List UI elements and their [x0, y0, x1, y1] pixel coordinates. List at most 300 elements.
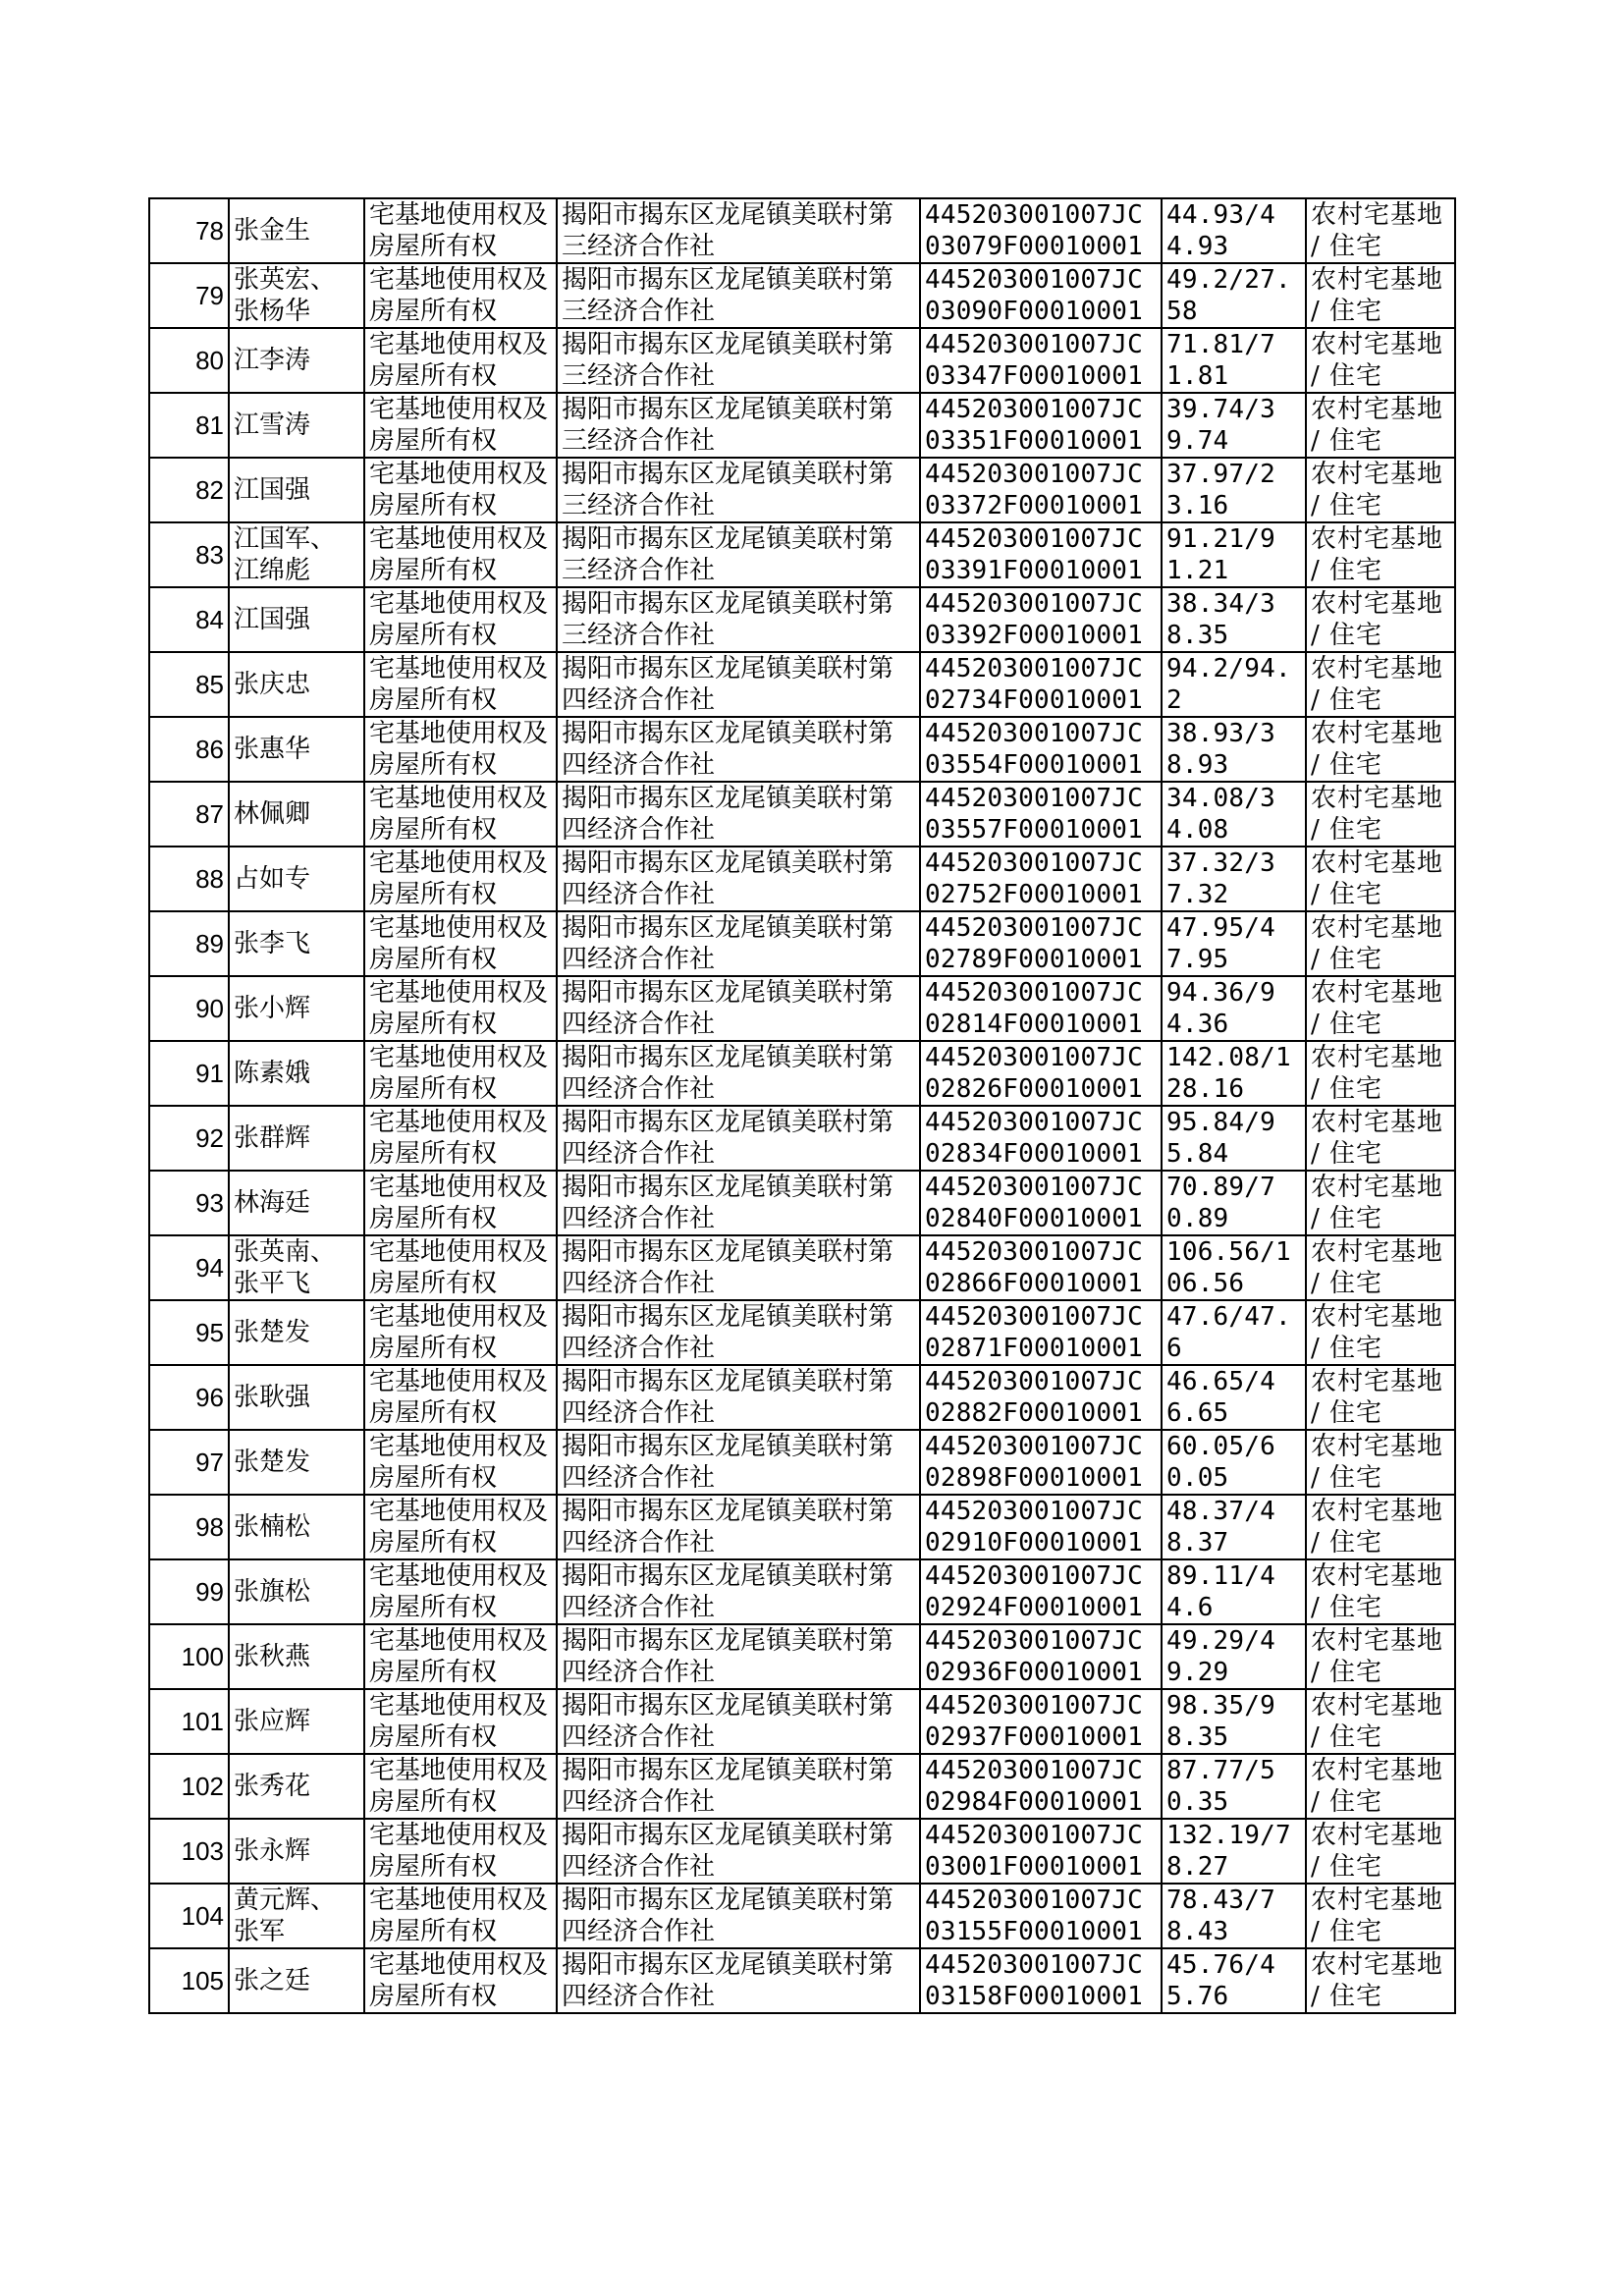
owner-name-cell — [229, 847, 364, 911]
collective-org-cell — [557, 1041, 920, 1106]
area-cell — [1162, 1754, 1306, 1819]
collective-org-cell — [557, 1754, 920, 1819]
type-text: 宅基地使用权及房屋所有权 — [369, 460, 549, 520]
row-number-cell — [149, 782, 229, 847]
area-cell — [1162, 1948, 1306, 2013]
area-cell — [1162, 847, 1306, 911]
collective-org-cell — [557, 782, 920, 847]
type-text: 宅基地使用权及房屋所有权 — [369, 1367, 549, 1428]
unit-code-cell — [920, 1948, 1162, 2013]
land-use-cell — [1306, 717, 1455, 782]
table-body — [149, 198, 1455, 2013]
no-text: 82 — [195, 475, 224, 505]
code-text: 445203001007JC02789F00010001 — [925, 913, 1143, 974]
area-cell — [1162, 522, 1306, 587]
row-number-cell — [149, 1754, 229, 1819]
code-text: 445203001007JC02834F00010001 — [925, 1108, 1143, 1169]
use-text: 农村宅基地 / 住宅 — [1311, 1950, 1444, 2011]
use-text: 农村宅基地 / 住宅 — [1311, 330, 1444, 391]
land-use-cell — [1306, 1754, 1455, 1819]
code-text: 445203001007JC02936F00010001 — [925, 1626, 1143, 1687]
row-number-cell — [149, 1559, 229, 1624]
collective-org-cell — [557, 587, 920, 652]
collective-text: 揭阳市揭东区龙尾镇美联村第四经济合作社 — [562, 913, 894, 974]
right-type-cell — [364, 522, 557, 587]
row-number-cell — [149, 717, 229, 782]
no-text: 98 — [195, 1512, 224, 1542]
code-text: 445203001007JC02882F00010001 — [925, 1367, 1143, 1428]
collective-text: 揭阳市揭东区龙尾镇美联村第三经济合作社 — [562, 460, 894, 520]
land-use-cell — [1306, 1171, 1455, 1235]
collective-org-cell — [557, 522, 920, 587]
row-number-cell — [149, 1819, 229, 1884]
use-text: 农村宅基地 / 住宅 — [1311, 589, 1444, 650]
owner-name-cell — [229, 393, 364, 458]
land-use-cell — [1306, 782, 1455, 847]
owner-name-cell — [229, 263, 364, 328]
row-number-cell — [149, 458, 229, 522]
collective-text: 揭阳市揭东区龙尾镇美联村第三经济合作社 — [562, 330, 894, 391]
area-text: 87.77/50.35 — [1166, 1756, 1275, 1817]
collective-org-cell — [557, 1884, 920, 1948]
code-text: 445203001007JC03391F00010001 — [925, 524, 1143, 585]
use-text: 农村宅基地 / 住宅 — [1311, 1561, 1444, 1622]
area-cell — [1162, 1819, 1306, 1884]
owner-name-cell — [229, 976, 364, 1041]
owner-name-cell — [229, 1884, 364, 1948]
use-text: 农村宅基地 / 住宅 — [1311, 1302, 1444, 1363]
row-number-cell — [149, 522, 229, 587]
unit-code-cell — [920, 393, 1162, 458]
owner-name-cell — [229, 1235, 364, 1300]
name-text: 张楠松 — [234, 1512, 311, 1542]
code-text: 445203001007JC02898F00010001 — [925, 1432, 1143, 1493]
collective-text: 揭阳市揭东区龙尾镇美联村第三经济合作社 — [562, 524, 894, 585]
right-type-cell — [364, 1689, 557, 1754]
name-text: 陈素娥 — [234, 1059, 311, 1088]
type-text: 宅基地使用权及房屋所有权 — [369, 1756, 549, 1817]
collective-text: 揭阳市揭东区龙尾镇美联村第四经济合作社 — [562, 1756, 894, 1817]
row-number-cell — [149, 393, 229, 458]
area-cell — [1162, 1300, 1306, 1365]
no-text: 83 — [195, 540, 224, 570]
code-text: 445203001007JC03090F00010001 — [925, 265, 1143, 326]
area-text: 49.2/27.58 — [1166, 265, 1291, 326]
name-text: 张英宏、张杨华 — [234, 265, 337, 326]
type-text: 宅基地使用权及房屋所有权 — [369, 524, 549, 585]
use-text: 农村宅基地 / 住宅 — [1311, 719, 1444, 780]
unit-code-cell — [920, 1041, 1162, 1106]
code-text: 445203001007JC03079F00010001 — [925, 200, 1143, 261]
right-type-cell — [364, 1948, 557, 2013]
right-type-cell — [364, 717, 557, 782]
area-text: 106.56/106.56 — [1166, 1237, 1291, 1298]
right-type-cell — [364, 198, 557, 263]
area-cell — [1162, 263, 1306, 328]
unit-code-cell — [920, 1235, 1162, 1300]
area-text: 91.21/91.21 — [1166, 524, 1275, 585]
collective-text: 揭阳市揭东区龙尾镇美联村第三经济合作社 — [562, 200, 894, 261]
collective-org-cell — [557, 458, 920, 522]
land-use-cell — [1306, 1106, 1455, 1171]
unit-code-cell — [920, 198, 1162, 263]
area-text: 46.65/46.65 — [1166, 1367, 1275, 1428]
code-text: 445203001007JC02826F00010001 — [925, 1043, 1143, 1104]
collective-text: 揭阳市揭东区龙尾镇美联村第三经济合作社 — [562, 395, 894, 456]
name-text: 张小辉 — [234, 994, 311, 1023]
right-type-cell — [364, 1430, 557, 1495]
property-register-table — [148, 197, 1456, 2014]
unit-code-cell — [920, 847, 1162, 911]
type-text: 宅基地使用权及房屋所有权 — [369, 654, 549, 715]
land-use-cell — [1306, 1041, 1455, 1106]
owner-name-cell — [229, 1948, 364, 2013]
area-cell — [1162, 198, 1306, 263]
owner-name-cell — [229, 1754, 364, 1819]
name-text: 林海廷 — [234, 1188, 311, 1218]
collective-org-cell — [557, 1235, 920, 1300]
no-text: 89 — [195, 929, 224, 958]
collective-text: 揭阳市揭东区龙尾镇美联村第四经济合作社 — [562, 1626, 894, 1687]
row-number-cell — [149, 263, 229, 328]
name-text: 张群辉 — [234, 1123, 311, 1153]
no-text: 79 — [195, 281, 224, 310]
use-text: 农村宅基地 / 住宅 — [1311, 848, 1444, 909]
type-text: 宅基地使用权及房屋所有权 — [369, 1626, 549, 1687]
area-text: 37.97/23.16 — [1166, 460, 1275, 520]
land-use-cell — [1306, 1430, 1455, 1495]
collective-org-cell — [557, 1819, 920, 1884]
table-row — [149, 522, 1455, 587]
right-type-cell — [364, 1365, 557, 1430]
area-cell — [1162, 1171, 1306, 1235]
use-text: 农村宅基地 / 住宅 — [1311, 265, 1444, 326]
right-type-cell — [364, 1106, 557, 1171]
type-text: 宅基地使用权及房屋所有权 — [369, 1108, 549, 1169]
table-row — [149, 717, 1455, 782]
area-text: 34.08/34.08 — [1166, 784, 1275, 845]
row-number-cell — [149, 1365, 229, 1430]
collective-text: 揭阳市揭东区龙尾镇美联村第四经济合作社 — [562, 848, 894, 909]
area-cell — [1162, 976, 1306, 1041]
collective-org-cell — [557, 263, 920, 328]
name-text: 张之廷 — [234, 1966, 311, 1995]
name-text: 张旗松 — [234, 1577, 311, 1607]
no-text: 104 — [181, 1901, 224, 1931]
no-text: 95 — [195, 1318, 224, 1347]
area-text: 95.84/95.84 — [1166, 1108, 1275, 1169]
area-cell — [1162, 1495, 1306, 1559]
area-cell — [1162, 1106, 1306, 1171]
name-text: 张金生 — [234, 216, 311, 246]
collective-org-cell — [557, 1689, 920, 1754]
area-cell — [1162, 652, 1306, 717]
owner-name-cell — [229, 717, 364, 782]
land-use-cell — [1306, 1819, 1455, 1884]
use-text: 农村宅基地 / 住宅 — [1311, 524, 1444, 585]
right-type-cell — [364, 328, 557, 393]
collective-text: 揭阳市揭东区龙尾镇美联村第四经济合作社 — [562, 1821, 894, 1882]
collective-text: 揭阳市揭东区龙尾镇美联村第四经济合作社 — [562, 784, 894, 845]
area-text: 47.6/47.6 — [1166, 1302, 1291, 1363]
area-text: 70.89/70.89 — [1166, 1173, 1275, 1233]
type-text: 宅基地使用权及房屋所有权 — [369, 784, 549, 845]
area-text: 45.76/45.76 — [1166, 1950, 1275, 2011]
collective-org-cell — [557, 847, 920, 911]
right-type-cell — [364, 911, 557, 976]
owner-name-cell — [229, 1365, 364, 1430]
name-text: 占如专 — [234, 864, 311, 894]
unit-code-cell — [920, 1495, 1162, 1559]
use-text: 农村宅基地 / 住宅 — [1311, 913, 1444, 974]
type-text: 宅基地使用权及房屋所有权 — [369, 1950, 549, 2011]
unit-code-cell — [920, 1559, 1162, 1624]
collective-org-cell — [557, 1365, 920, 1430]
unit-code-cell — [920, 1754, 1162, 1819]
row-number-cell — [149, 1235, 229, 1300]
row-number-cell — [149, 1689, 229, 1754]
type-text: 宅基地使用权及房屋所有权 — [369, 848, 549, 909]
code-text: 445203001007JC03557F00010001 — [925, 784, 1143, 845]
no-text: 100 — [181, 1642, 224, 1671]
right-type-cell — [364, 1754, 557, 1819]
table-row — [149, 1041, 1455, 1106]
use-text: 农村宅基地 / 住宅 — [1311, 1043, 1444, 1104]
land-use-cell — [1306, 911, 1455, 976]
area-cell — [1162, 587, 1306, 652]
land-use-cell — [1306, 1884, 1455, 1948]
collective-text: 揭阳市揭东区龙尾镇美联村第四经济合作社 — [562, 1173, 894, 1233]
row-number-cell — [149, 1171, 229, 1235]
owner-name-cell — [229, 587, 364, 652]
collective-text: 揭阳市揭东区龙尾镇美联村第四经济合作社 — [562, 1237, 894, 1298]
row-number-cell — [149, 847, 229, 911]
name-text: 江国军、江绵彪 — [234, 524, 337, 585]
no-text: 97 — [195, 1448, 224, 1477]
row-number-cell — [149, 198, 229, 263]
table-row — [149, 976, 1455, 1041]
code-text: 445203001007JC03554F00010001 — [925, 719, 1143, 780]
area-text: 44.93/44.93 — [1166, 200, 1275, 261]
right-type-cell — [364, 1041, 557, 1106]
use-text: 农村宅基地 / 住宅 — [1311, 1885, 1444, 1946]
table-row — [149, 1819, 1455, 1884]
name-text: 江李涛 — [234, 346, 311, 375]
use-text: 农村宅基地 / 住宅 — [1311, 200, 1444, 261]
no-text: 84 — [195, 605, 224, 634]
area-cell — [1162, 1365, 1306, 1430]
unit-code-cell — [920, 458, 1162, 522]
table-row — [149, 1624, 1455, 1689]
name-text: 张秋燕 — [234, 1642, 311, 1671]
land-use-cell — [1306, 1235, 1455, 1300]
owner-name-cell — [229, 1624, 364, 1689]
collective-text: 揭阳市揭东区龙尾镇美联村第四经济合作社 — [562, 1950, 894, 2011]
right-type-cell — [364, 458, 557, 522]
unit-code-cell — [920, 328, 1162, 393]
row-number-cell — [149, 1106, 229, 1171]
owner-name-cell — [229, 1689, 364, 1754]
no-text: 90 — [195, 994, 224, 1023]
no-text: 93 — [195, 1188, 224, 1218]
code-text: 445203001007JC03155F00010001 — [925, 1885, 1143, 1946]
collective-org-cell — [557, 911, 920, 976]
right-type-cell — [364, 1624, 557, 1689]
table-row — [149, 1559, 1455, 1624]
area-text: 71.81/71.81 — [1166, 330, 1275, 391]
code-text: 445203001007JC03392F00010001 — [925, 589, 1143, 650]
table-row — [149, 1495, 1455, 1559]
owner-name-cell — [229, 328, 364, 393]
type-text: 宅基地使用权及房屋所有权 — [369, 1821, 549, 1882]
unit-code-cell — [920, 976, 1162, 1041]
land-use-cell — [1306, 847, 1455, 911]
name-text: 黄元辉、张军 — [234, 1885, 337, 1946]
type-text: 宅基地使用权及房屋所有权 — [369, 330, 549, 391]
right-type-cell — [364, 263, 557, 328]
name-text: 张庆忠 — [234, 670, 311, 699]
owner-name-cell — [229, 1559, 364, 1624]
area-cell — [1162, 1041, 1306, 1106]
table-row — [149, 1106, 1455, 1171]
type-text: 宅基地使用权及房屋所有权 — [369, 978, 549, 1039]
table-row — [149, 1689, 1455, 1754]
collective-org-cell — [557, 1624, 920, 1689]
unit-code-cell — [920, 1171, 1162, 1235]
type-text: 宅基地使用权及房屋所有权 — [369, 265, 549, 326]
collective-org-cell — [557, 328, 920, 393]
use-text: 农村宅基地 / 住宅 — [1311, 395, 1444, 456]
table-row — [149, 1948, 1455, 2013]
no-text: 96 — [195, 1383, 224, 1412]
no-text: 105 — [181, 1966, 224, 1995]
no-text: 101 — [181, 1707, 224, 1736]
type-text: 宅基地使用权及房屋所有权 — [369, 1237, 549, 1298]
area-text: 60.05/60.05 — [1166, 1432, 1275, 1493]
area-cell — [1162, 1235, 1306, 1300]
use-text: 农村宅基地 / 住宅 — [1311, 1626, 1444, 1687]
unit-code-cell — [920, 1430, 1162, 1495]
area-cell — [1162, 393, 1306, 458]
owner-name-cell — [229, 1106, 364, 1171]
area-text: 94.2/94.2 — [1166, 654, 1291, 715]
row-number-cell — [149, 587, 229, 652]
right-type-cell — [364, 976, 557, 1041]
type-text: 宅基地使用权及房屋所有权 — [369, 1173, 549, 1233]
area-cell — [1162, 458, 1306, 522]
collective-text: 揭阳市揭东区龙尾镇美联村第四经济合作社 — [562, 1561, 894, 1622]
unit-code-cell — [920, 1365, 1162, 1430]
collective-text: 揭阳市揭东区龙尾镇美联村第四经济合作社 — [562, 1367, 894, 1428]
type-text: 宅基地使用权及房屋所有权 — [369, 200, 549, 261]
land-use-cell — [1306, 976, 1455, 1041]
area-cell — [1162, 1884, 1306, 1948]
code-text: 445203001007JC02734F00010001 — [925, 654, 1143, 715]
name-text: 张永辉 — [234, 1836, 311, 1866]
land-use-cell — [1306, 1624, 1455, 1689]
area-text: 98.35/98.35 — [1166, 1691, 1275, 1752]
name-text: 林佩卿 — [234, 799, 311, 829]
land-use-cell — [1306, 263, 1455, 328]
type-text: 宅基地使用权及房屋所有权 — [369, 1497, 549, 1557]
unit-code-cell — [920, 1819, 1162, 1884]
name-text: 张楚发 — [234, 1448, 311, 1477]
unit-code-cell — [920, 522, 1162, 587]
land-use-cell — [1306, 587, 1455, 652]
land-use-cell — [1306, 1948, 1455, 2013]
use-text: 农村宅基地 / 住宅 — [1311, 1108, 1444, 1169]
table-row — [149, 782, 1455, 847]
collective-text: 揭阳市揭东区龙尾镇美联村第四经济合作社 — [562, 978, 894, 1039]
collective-org-cell — [557, 1106, 920, 1171]
collective-org-cell — [557, 1300, 920, 1365]
unit-code-cell — [920, 1689, 1162, 1754]
collective-org-cell — [557, 198, 920, 263]
type-text: 宅基地使用权及房屋所有权 — [369, 1885, 549, 1946]
code-text: 445203001007JC02984F00010001 — [925, 1756, 1143, 1817]
land-use-cell — [1306, 522, 1455, 587]
right-type-cell — [364, 1559, 557, 1624]
type-text: 宅基地使用权及房屋所有权 — [369, 1432, 549, 1493]
no-text: 81 — [195, 410, 224, 440]
unit-code-cell — [920, 652, 1162, 717]
no-text: 92 — [195, 1123, 224, 1153]
collective-text: 揭阳市揭东区龙尾镇美联村第四经济合作社 — [562, 1432, 894, 1493]
owner-name-cell — [229, 1495, 364, 1559]
land-use-cell — [1306, 328, 1455, 393]
code-text: 445203001007JC03158F00010001 — [925, 1950, 1143, 2011]
name-text: 张惠华 — [234, 735, 311, 764]
owner-name-cell — [229, 1041, 364, 1106]
owner-name-cell — [229, 1171, 364, 1235]
area-text: 47.95/47.95 — [1166, 913, 1275, 974]
collective-text: 揭阳市揭东区龙尾镇美联村第三经济合作社 — [562, 265, 894, 326]
collective-text: 揭阳市揭东区龙尾镇美联村第四经济合作社 — [562, 1302, 894, 1363]
right-type-cell — [364, 782, 557, 847]
collective-text: 揭阳市揭东区龙尾镇美联村第四经济合作社 — [562, 1108, 894, 1169]
use-text: 农村宅基地 / 住宅 — [1311, 978, 1444, 1039]
code-text: 445203001007JC02752F00010001 — [925, 848, 1143, 909]
area-text: 89.11/44.6 — [1166, 1561, 1275, 1622]
no-text: 102 — [181, 1772, 224, 1801]
owner-name-cell — [229, 652, 364, 717]
code-text: 445203001007JC02924F00010001 — [925, 1561, 1143, 1622]
owner-name-cell — [229, 1430, 364, 1495]
collective-text: 揭阳市揭东区龙尾镇美联村第四经济合作社 — [562, 1885, 894, 1946]
no-text: 88 — [195, 864, 224, 894]
code-text: 445203001007JC02866F00010001 — [925, 1237, 1143, 1298]
land-use-cell — [1306, 458, 1455, 522]
area-cell — [1162, 1689, 1306, 1754]
area-text: 37.32/37.32 — [1166, 848, 1275, 909]
use-text: 农村宅基地 / 住宅 — [1311, 784, 1444, 845]
unit-code-cell — [920, 263, 1162, 328]
unit-code-cell — [920, 717, 1162, 782]
use-text: 农村宅基地 / 住宅 — [1311, 1821, 1444, 1882]
no-text: 91 — [195, 1059, 224, 1088]
land-use-cell — [1306, 1365, 1455, 1430]
no-text: 78 — [195, 216, 224, 246]
collective-org-cell — [557, 1495, 920, 1559]
code-text: 445203001007JC02937F00010001 — [925, 1691, 1143, 1752]
owner-name-cell — [229, 522, 364, 587]
type-text: 宅基地使用权及房屋所有权 — [369, 395, 549, 456]
row-number-cell — [149, 976, 229, 1041]
row-number-cell — [149, 1041, 229, 1106]
right-type-cell — [364, 393, 557, 458]
code-text: 445203001007JC03347F00010001 — [925, 330, 1143, 391]
area-text: 38.34/38.35 — [1166, 589, 1275, 650]
